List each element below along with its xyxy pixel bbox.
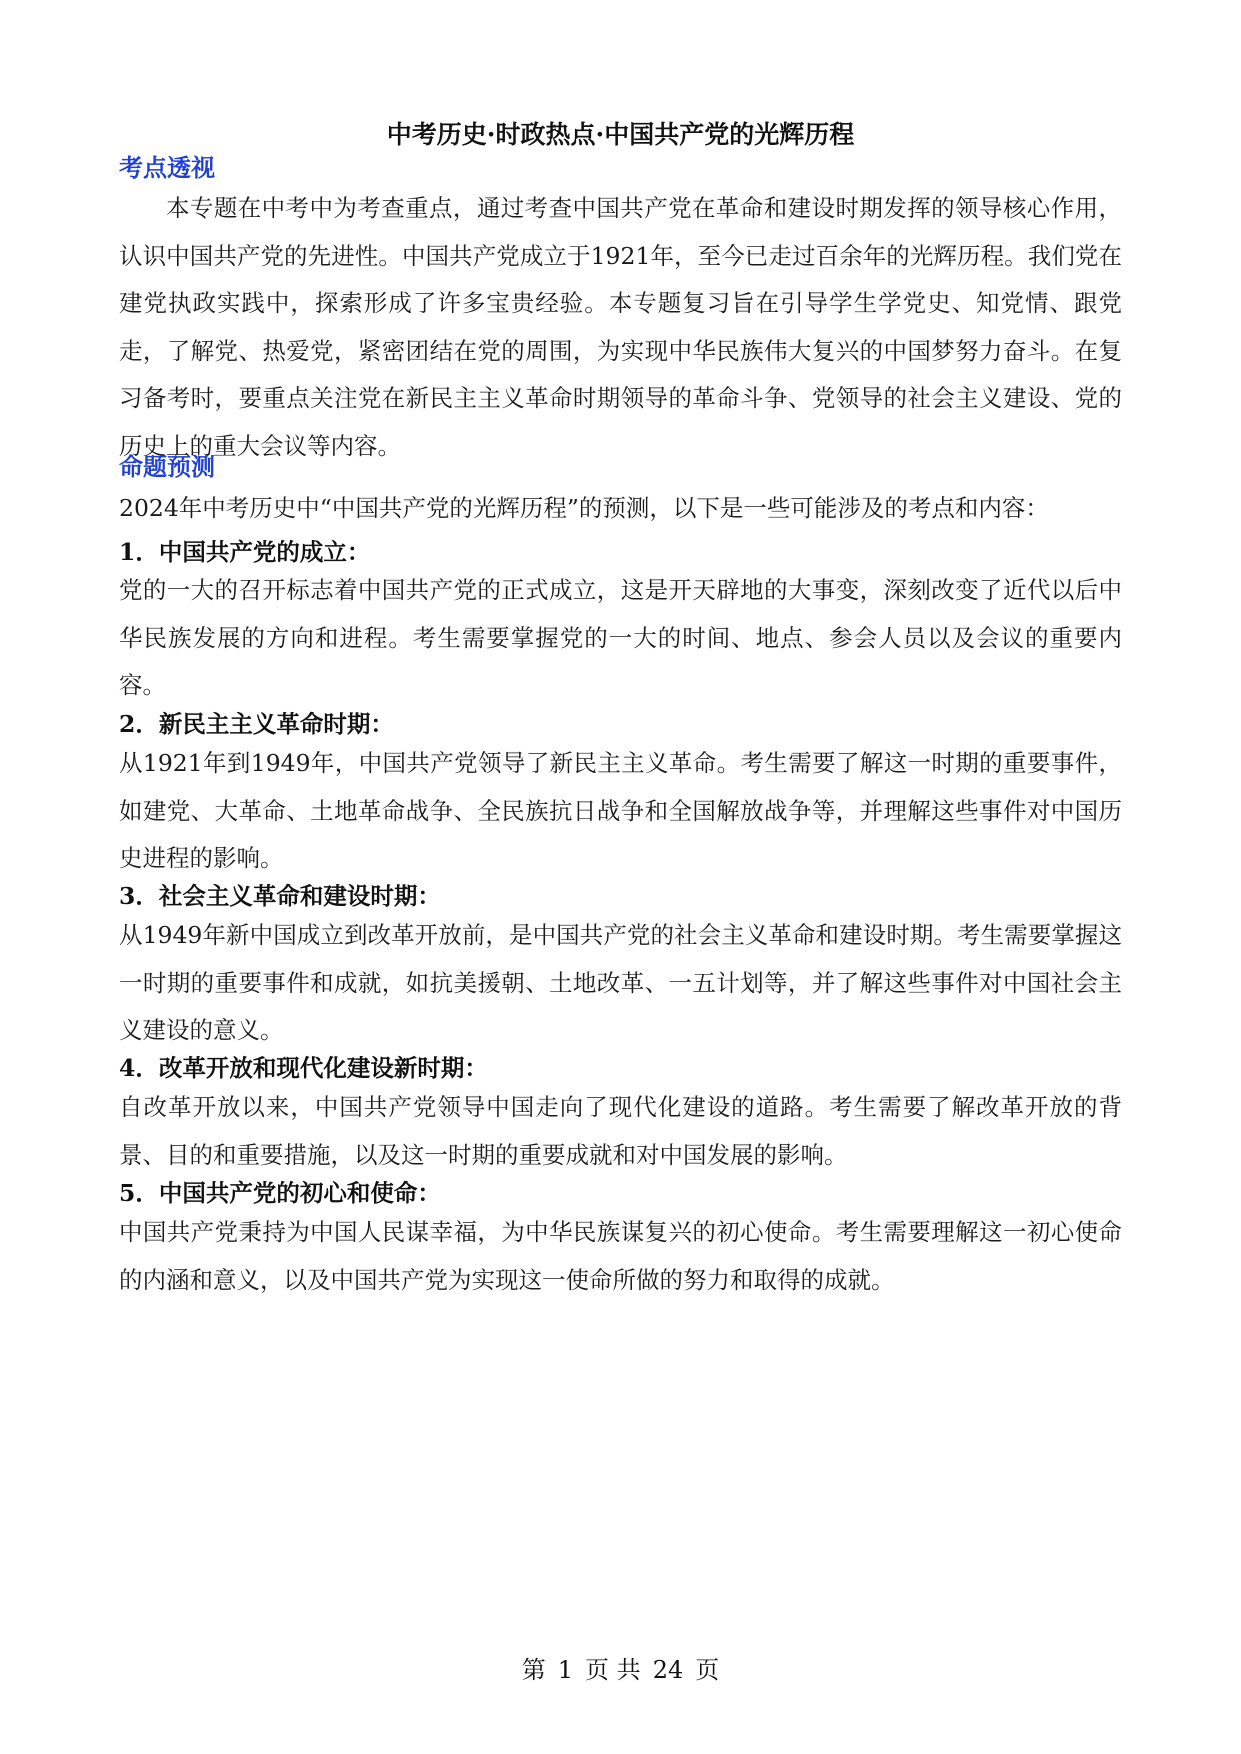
footer-total-pages: 24 bbox=[652, 1656, 684, 1684]
footer-middle: 页 共 bbox=[585, 1656, 641, 1684]
item-heading-1: 1．中国共产党的成立： bbox=[119, 538, 371, 566]
item-body-2: 从1921年到1949年，中国共产党领导了新民主主义革命。考生需要了解这一时期的重要事件，如建党、大革命、土地革命战争、全民族抗日战争和全国解放战争等，并理解这些事件对中国历史进程的影响。 bbox=[119, 749, 1122, 872]
item-body-4: 自改革开放以来，中国共产党领导中国走向了现代化建设的道路。考生需要了解改革开放的背景、目的和重要措施，以及这一时期的重要成就和对中国发展的影响。 bbox=[119, 1093, 1122, 1169]
item-heading-2: 2．新民主主义革命时期： bbox=[119, 710, 394, 738]
footer-suffix: 页 bbox=[695, 1656, 720, 1684]
item-body-3: 从1949年新中国成立到改革开放前，是中国共产党的社会主义革命和建设时期。考生需要掌握这一时期的重要事件和成就，如抗美援朝、土地改革、一五计划等，并了解这些事件对中国社会主义建设的意义。 bbox=[119, 921, 1122, 1044]
footer-prefix: 第 bbox=[521, 1656, 546, 1684]
item-heading-4: 4．改革开放和现代化建设新时期： bbox=[119, 1054, 488, 1082]
document-title: 中考历史·时政热点·中国共产党的光辉历程 bbox=[386, 120, 855, 149]
section-heading-kaodian: 考点透视 bbox=[119, 153, 215, 182]
item-heading-3: 3．社会主义革命和建设时期： bbox=[119, 882, 441, 910]
item-body-5: 中国共产党秉持为中国人民谋幸福，为中华民族谋复兴的初心使命。考生需要理解这一初心使命的内涵和意义，以及中国共产党为实现这一使命所做的努力和取得的成就。 bbox=[119, 1218, 1122, 1294]
item-body-1: 党的一大的召开标志着中国共产党的正式成立，这是开天辟地的大事变，深刻改变了近代以后中华民族发展的方向和进程。考生需要掌握党的一大的时间、地点、参会人员以及会议的重要内容。 bbox=[119, 576, 1122, 699]
section-heading-mingti: 命题预测 bbox=[119, 452, 215, 481]
kaodian-paragraph: 本专题在中考中为考查重点，通过考查中国共产党在革命和建设时期发挥的领导核心作用，认识中国共产党的先进性。中国共产党成立于1921年，至今已走过百余年的光辉历程。我们党在建党执政实践中，探索形成了许多宝贵经验。本专题复习旨在引导学生学党史、知党情、跟党走，了解党、热爱党，紧密团结在党的周围，为实现中华民族伟大复兴的中国梦努力奋斗。在复习备考时，要重点关注党在新民主主义革命时期领导的革命斗争、党领导的社会主义建设、党的历史上的重大会议等内容。 bbox=[119, 194, 1122, 460]
footer-page-number: 1 bbox=[557, 1656, 574, 1684]
item-heading-5: 5．中国共产党的初心和使命： bbox=[119, 1179, 441, 1207]
page-footer bbox=[119, 1653, 1122, 1687]
mingti-intro: 2024年中考历史中“中国共产党的光辉历程”的预测，以下是一些可能涉及的考点和内容： bbox=[119, 494, 1049, 522]
document-page bbox=[119, 0, 1122, 1754]
